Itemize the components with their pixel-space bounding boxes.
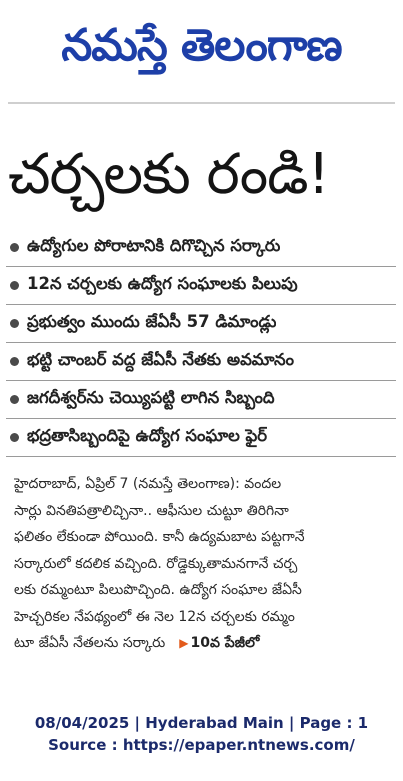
bullet-dot-icon: [10, 243, 19, 252]
masthead-title: నమస్తే తెలంగాణ: [61, 20, 342, 71]
bullet-list: [6, 229, 396, 457]
bullet-item: ఉద్యోగుల పోరాటానికి దిగొచ్చిన సర్కారు: [6, 229, 396, 267]
edition-info: 08/04/2025 | Hyderabad Main | Page : 1: [34, 714, 369, 732]
bullet-dot-icon: [10, 281, 19, 290]
article-body: [14, 471, 386, 657]
bullet-dot-icon: [10, 433, 19, 442]
bullet-dot-icon: [10, 395, 19, 404]
body-line: ఫలితం లేకుండా పోయింది. కానీ ఉద్యమబాట పట్టగానే: [14, 529, 305, 545]
bullet-item: ప్రభుత్వం ముందు జేఏసీ 57 డిమాండ్లు: [6, 305, 396, 343]
divider: [8, 102, 395, 104]
arrow-right-icon: ▶: [179, 636, 189, 650]
body-line: హెచ్చరికల నేపథ్యంలో ఈ నెల 12న చర్చలకు రమ్మం: [14, 608, 295, 625]
body-line: హైదరాబాద్, ఏప్రిల్ 7 (నమస్తే తెలంగాణ): వందల: [14, 476, 282, 492]
bullet-item: 12న చర్చలకు ఉద్యోగ సంఘాలకు పిలుపు: [6, 267, 396, 305]
bullet-dot-icon: [10, 357, 19, 366]
body-line: సార్లు వినతిపత్రాలిచ్చినా.. ఆఫీసుల చుట్టూ తిరిగినా: [14, 502, 289, 519]
bullet-item: జగదీశ్వర్‌ను చెయ్యిపట్టి లాగిన సిబ్బంది: [6, 381, 396, 419]
bullet-dot-icon: [10, 319, 19, 328]
body-line-last: టూ జేఏసీ నేతలను సర్కారు ▶ 10వ పేజీలో: [14, 630, 386, 657]
body-line: సర్కారులో కదలిక వచ్చింది. రోడ్డెక్కుతామనగానే చర్చ: [14, 555, 298, 572]
bullet-item: భద్రతాసిబ్బందిపై ఉద్యోగ సంఘాల ఫైర్: [6, 419, 396, 457]
body-line: లకు రమ్మంటూ పిలుపొచ్చింది. ఉద్యోగ సంఘాల జేఏసీ: [14, 582, 302, 598]
clipping-footer: [0, 712, 403, 756]
source-link: Source : https://epaper.ntnews.com/: [48, 736, 355, 754]
bullet-item: భట్టి చాంబర్ వద్ద జేఏసీ నేతకు అవమానం: [6, 343, 396, 381]
headline: చర్చలకు రండి!: [8, 142, 329, 207]
continued-on-page: ▶ 10వ పేజీలో: [179, 635, 260, 651]
